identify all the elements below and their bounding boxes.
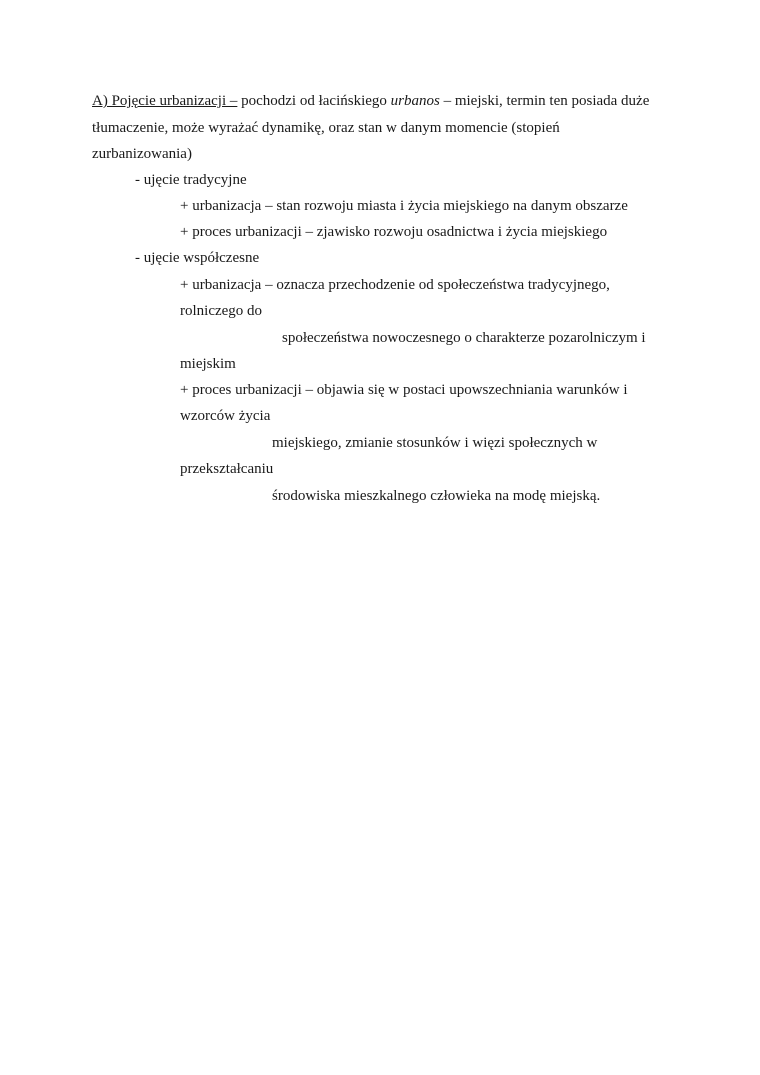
modern-item-1-line-4: miejskim — [180, 356, 236, 372]
heading-text-after: – miejski, termin ten posiada duże — [439, 93, 650, 109]
heading-text-before: pochodzi od łacińskiego — [237, 93, 391, 109]
intro-line-2: tłumaczenie, może wyrażać dynamikę, oraz stan w danym momencie (stopień — [92, 120, 560, 136]
section-heading-label: A) Pojęcie urbanizacji – — [92, 93, 238, 109]
heading-line — [92, 92, 649, 110]
modern-item-1-line-1: + urbanizacja – oznacza przechodzenie od społeczeństwa tradycyjnego, — [180, 277, 610, 293]
modern-item-1-line-2: rolniczego do — [180, 303, 263, 319]
traditional-item-1: + urbanizacja – stan rozwoju miasta i życia miejskiego na danym obszarze — [180, 198, 628, 214]
modern-item-2-line-5: środowiska mieszkalnego człowieka na modę miejską. — [272, 488, 601, 504]
modern-item-1-line-3: społeczeństwa nowoczesnego o charakterze pozarolniczym i — [282, 330, 646, 346]
modern-item-2-line-2: wzorców życia — [180, 408, 271, 424]
traditional-item-2: + proces urbanizacji – zjawisko rozwoju osadnictwa i życia miejskiego — [180, 224, 608, 240]
modern-item-2-line-1: + proces urbanizacji – objawia się w postaci upowszechniania warunków i — [180, 382, 628, 398]
modern-item-2-line-3: miejskiego, zmianie stosunków i więzi społecznych w — [272, 435, 598, 451]
intro-line-3: zurbanizowania) — [92, 146, 192, 162]
heading-italic-term: urbanos — [390, 93, 440, 109]
modern-item-2-line-4: przekształcaniu — [180, 461, 274, 477]
traditional-label: - ujęcie tradycyjne — [135, 172, 247, 188]
modern-label: - ujęcie współczesne — [135, 250, 260, 266]
